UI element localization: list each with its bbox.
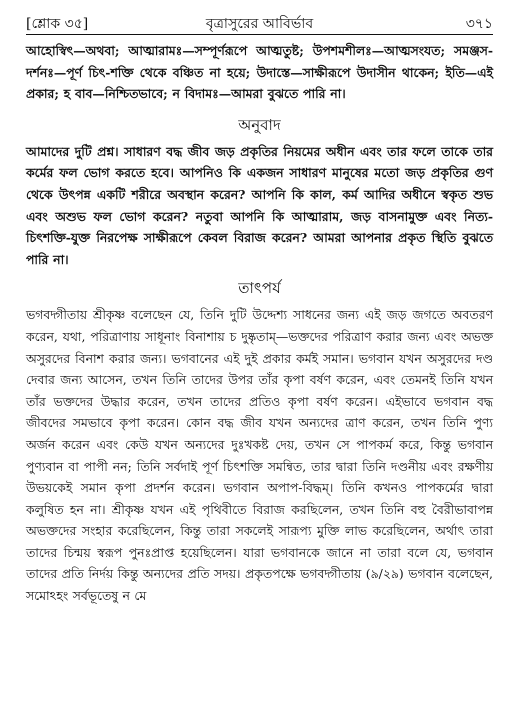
header-rule [26, 34, 493, 35]
purport-paragraph: ভগবদ্গীতায় শ্রীকৃষ্ণ বলেছেন যে, তিনি দুটি উদ্দেশ্য সাধনের জন্য এই জড় জগতে অবতরণ করেন, যথা, পরিত্রাণায় সাধূনাং বিনাশায় চ দুষ্কৃতাম্—ভক্তদের পরিত্রাণ করার জন্য এবং অভক্ত অসুরদের বিনাশ করার জন্য। ভগবানের এই দুই প্রকার কর্মই সমান। ভগবান যখন অসুরদের দণ্ড দেবার জন্য আসেন, তখন তিনি তাদের উপর তাঁর কৃপা বর্ষণ করেন, এবং তেমনই তিনি যখন তাঁর ভক্তদের উদ্ধার করেন, তখন তাদের প্রতিও কৃপা বর্ষণ করেন। এইভাবে ভগবান বদ্ধ জীবদের সমভাবে কৃপা করেন। কোন বদ্ধ জীব যখন অন্যদের ত্রাণ করেন, তখন তিনি পুণ্য অর্জন করেন এবং কেউ যখন অন্যদের দুঃখকষ্ট দেয়, তখন সে পাপকর্ম করে, কিন্তু ভগবান পুণ্যবান বা পাপী নন; তিনি সর্বদাই পূর্ণ চিৎশক্তি সমন্বিত, তার দ্বারা তিনি দণ্ডনীয় এবং রক্ষণীয় উভয়কেই সমান কৃপা প্রদর্শন করেন। ভগবান অপাপ-বিদ্ধম্। তিনি কখনও পাপকর্মের দ্বারা কলুষিত হন না। শ্রীকৃষ্ণ যখন এই পৃথিবীতে বিরাজ করছিলেন, তখন তিনি বহু বৈরীভাবাপন্ন অভক্তদের সংহার করেছিলেন, কিন্তু তারা সকলেই সারূপ্য মুক্তি লাভ করেছিলেন, অর্থাৎ তারা তাদের চিন্ময় স্বরূপ পুনঃপ্রাপ্ত হয়েছিলেন। যারা ভগবানকে জানে না তারা বলে যে, ভগবান তাদের প্রতি নির্দয় কিন্তু অন্যদের প্রতি সদয়। প্রকৃতপক্ষে ভগবদ্গীতায় (৯/২৯) ভগবান বলেছেন, সমোঽহং সর্বভূতেষু ন মে [26, 307, 493, 604]
page-number: ৩৭১ [465, 16, 493, 32]
chapter-title: বৃত্রাসুরের আবির্ভাব [205, 16, 314, 32]
purport-heading: তাৎপর্য [238, 279, 281, 298]
translation-heading: অনুবাদ [238, 115, 281, 134]
translation-paragraph: আমাদের দুটি প্রশ্ন। সাধারণ বদ্ধ জীব জড় প্রকৃতির নিয়মের অধীন এবং তার ফলে তাকে তার কর্মের ফল ভোগ করতে হবে। আপনিও কি একজন সাধারণ মানুষের মতো জড় প্রকৃতির গুণ থেকে উৎপন্ন একটি শরীরে অবস্থান করেন? আপনি কি কাল, কর্ম আদির অধীনে স্বকৃত শুভ এবং অশুভ ফল ভোগ করেন? নতুবা আপনি কি আত্মারাম, জড় বাসনামুক্ত এবং নিত্য-চিৎশক্তি-যুক্ত নিরপেক্ষ সাক্ষীরূপে কেবল বিরাজ করেন? আমরা আপনার প্রকৃত স্থিতি বুঝতে পারি না। [26, 143, 493, 267]
running-header [26, 8, 493, 34]
synonyms-paragraph: আহোস্বিৎ—অথবা; আত্মারামঃ—সম্পূর্ণরূপে আত্মতুষ্ট; উপশমশীলঃ—আত্মসংযত; সমঞ্জস-দর্শনঃ—পূর্ণ চিৎ-শক্তি থেকে বঞ্চিত না হয়ে; উদাস্তে—সাক্ষীরূপে উদাসীন থাকেন; ইতি—এই প্রকার; হ বাব—নিশ্চিতভাবে; ন বিদামঃ—আমরা বুঝতে পারি না। [26, 43, 493, 102]
page-body [26, 40, 493, 607]
verse-reference: [শ্লোক ৩৫] [26, 16, 89, 32]
